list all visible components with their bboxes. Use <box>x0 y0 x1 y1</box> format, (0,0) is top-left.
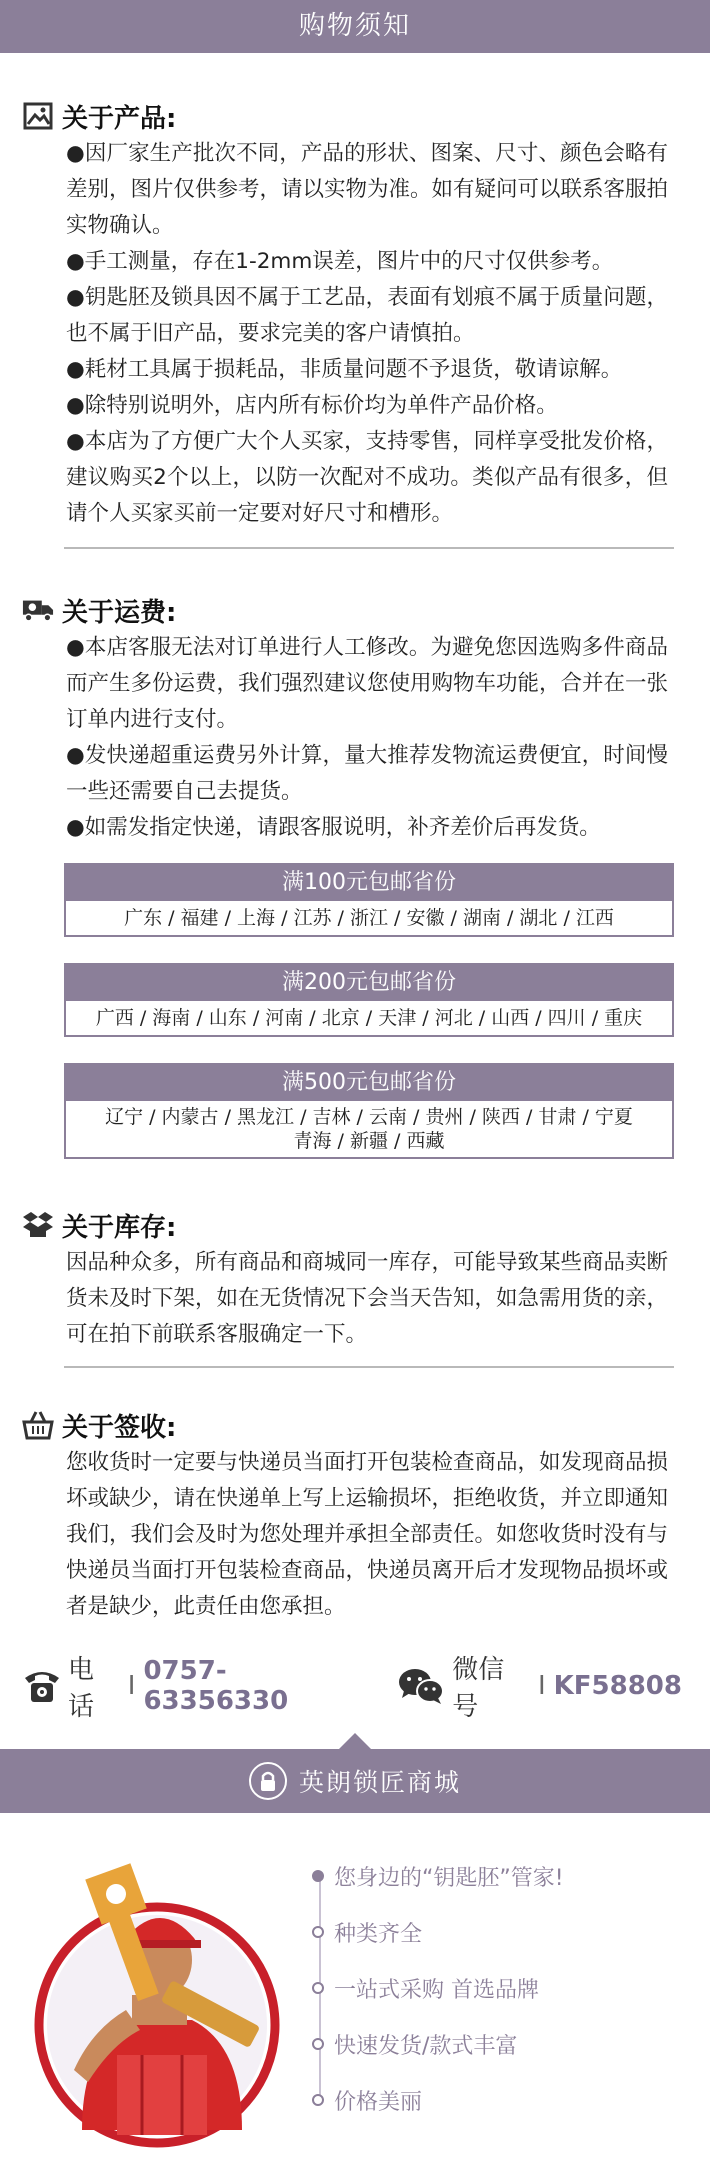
arrow-pointer <box>339 1733 371 1749</box>
shipping-header <box>22 590 672 630</box>
header-bar <box>0 0 710 53</box>
feature-text: 快速发货/款式丰富 <box>334 2033 518 2059</box>
tier-heading: 满500元包邮省份 <box>66 1065 672 1101</box>
lock-icon <box>249 1762 287 1800</box>
tier-regions <box>66 1101 672 1157</box>
receipt-title: 关于签收: <box>62 1412 177 1443</box>
product-line: ●耗材工具属于损耗品，非质量问题不予退货，敬请谅解。 <box>66 357 623 382</box>
product-line: ●除特别说明外，店内所有标价均为单件产品价格。 <box>66 393 558 418</box>
brand-name: 英朗锁匠商城 <box>298 1768 461 1797</box>
shipping-line: ●本店客服无法对订单进行人工修改。为避免您因选购多件商品而产生多份运费，我们强烈建议您使用购物车功能，合并在一张订单内进行支付。 <box>66 635 669 732</box>
receipt-section <box>22 1405 672 1625</box>
shipping-line: ●如需发指定快递，请跟客服说明，补齐差价后再发货。 <box>66 815 601 840</box>
feature-text: 种类齐全 <box>334 1921 423 1947</box>
product-line: ●本店为了方便广大个人买家，支持零售，同样享受批发价格，建议购买2个以上，以防一次配对不成功。类似产品有很多，但请个人买家买前一定要对好尺寸和槽形。 <box>66 429 668 526</box>
tier-regions: 广东 / 福建 / 上海 / 江苏 / 浙江 / 安徽 / 湖南 / 湖北 / 江西 <box>124 907 614 929</box>
receipt-text <box>22 1445 672 1625</box>
bullet-dot <box>312 1926 324 1938</box>
product-line: ●手工测量，存在1-2mm误差，图片中的尺寸仅供参考。 <box>66 249 614 274</box>
product-header <box>22 96 672 136</box>
phone-icon <box>22 1668 62 1704</box>
feature-text: 您身边的“钥匙胚”管家! <box>334 1865 564 1891</box>
shipping-title: 关于运费: <box>62 597 177 628</box>
tier-regions-line: 青海 / 新疆 / 西藏 <box>293 1130 445 1152</box>
shipping-line: ●发快递超重运费另外计算，量大推荐发物流运费便宜，时间慢一些还需要自己去提货。 <box>66 743 668 804</box>
product-section <box>22 96 672 532</box>
tier-regions-line: 辽宁 / 内蒙古 / 黑龙江 / 吉林 / 云南 / 贵州 / 陕西 / 甘肃 / 宁夏 <box>105 1106 633 1128</box>
shipping-text <box>22 630 672 846</box>
stock-text <box>22 1245 672 1353</box>
brand-bar <box>0 1749 710 1813</box>
stock-header <box>22 1205 672 1245</box>
wechat-icon <box>398 1667 444 1705</box>
feature-item <box>318 2072 698 2128</box>
feature-text: 一站式采购 首选品牌 <box>334 1977 539 2003</box>
stock-title: 关于库存: <box>62 1212 177 1243</box>
feature-text: 价格美丽 <box>334 2089 423 2115</box>
tier-heading: 满200元包邮省份 <box>66 965 672 1001</box>
phone-number[interactable]: 0757-63356330 <box>143 1656 289 1716</box>
contact-row <box>22 1655 682 1722</box>
product-line: ●因厂家生产批次不同，产品的形状、图案、尺寸、颜色会略有差别，图片仅供参考，请以实物为准。如有疑问可以联系客服拍实物确认。 <box>66 141 669 238</box>
divider <box>64 547 674 549</box>
free-shipping-tier-100 <box>64 863 674 937</box>
receipt-paragraph: 您收货时一定要与快递员当面打开包装检查商品，如发现商品损坏或缺少，请在快递单上写上运输损坏，拒绝收货，并立即通知我们，我们会及时为您处理并承担全部责任。如您收货时没有与快递员当面打开包装检查商品，快递员离开后才发现物品损坏或者是缺少，此责任由您承担。 <box>66 1450 669 1619</box>
receipt-header <box>22 1405 672 1445</box>
divider <box>64 1366 674 1368</box>
feature-item <box>318 2016 698 2072</box>
free-shipping-tier-200 <box>64 963 674 1037</box>
separator: I <box>537 1671 546 1701</box>
image-icon <box>22 100 54 132</box>
stock-paragraph: 因品种众多，所有商品和商城同一库存，可能导致某些商品卖断货未及时下架，如在无货情况下会当天告知，如急需用货的亲，可在拍下前联系客服确定一下。 <box>66 1250 669 1347</box>
feature-item <box>318 1904 698 1960</box>
product-line: ●钥匙胚及锁具因不属于工艺品，表面有划痕不属于质量问题，也不属于旧产品，要求完美的客户请慎拍。 <box>66 285 668 346</box>
free-shipping-tier-500 <box>64 1063 674 1159</box>
phone-label: 电话 <box>68 1655 95 1722</box>
stock-section <box>22 1205 672 1353</box>
feature-item <box>318 1848 698 1904</box>
tier-regions: 广西 / 海南 / 山东 / 河南 / 北京 / 天津 / 河北 / 山西 / 四川 / 重庆 <box>95 1007 643 1029</box>
bullet-dot <box>312 1982 324 1994</box>
feature-list <box>318 1848 698 2128</box>
bullet-dot <box>312 1870 324 1882</box>
shipping-section <box>22 590 672 846</box>
wechat-label: 微信号 <box>452 1655 505 1722</box>
page-title: 购物须知 <box>298 11 411 41</box>
wechat-id[interactable]: KF58808 <box>553 1671 682 1701</box>
locksmith-illustration <box>22 1830 292 2150</box>
product-title: 关于产品: <box>62 103 177 134</box>
feature-item <box>318 1960 698 2016</box>
truck-icon <box>22 594 54 626</box>
separator: I <box>127 1671 136 1701</box>
product-text <box>22 136 672 532</box>
bullet-dot <box>312 2038 324 2050</box>
box-icon <box>22 1209 54 1241</box>
shopping-basket-icon <box>22 1409 54 1441</box>
tier-heading: 满100元包邮省份 <box>66 865 672 901</box>
bullet-dot <box>312 2094 324 2106</box>
